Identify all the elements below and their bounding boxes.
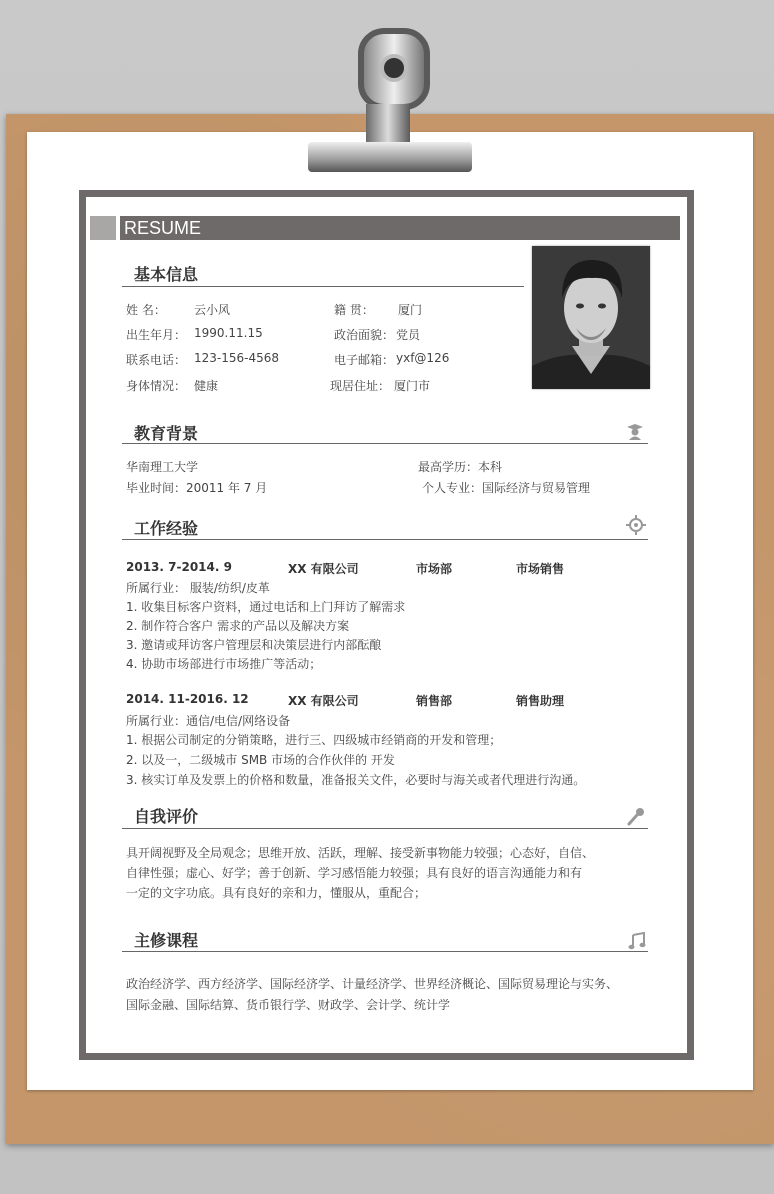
basic-info-divider bbox=[122, 286, 524, 287]
email-label: 电子邮箱： bbox=[334, 353, 395, 367]
email-value: yxf@126 bbox=[396, 351, 450, 365]
address-label: 现居住址： bbox=[330, 379, 391, 393]
self-eval-line-1: 具开阔视野及全局观念；思维开放、活跃，理解、接受新事物能力较强；心态好，自信、 bbox=[126, 846, 595, 860]
binder-clip bbox=[300, 24, 480, 184]
job2-item-2: 2. 以及一，二级城市 SMB 市场的合作伙伴的 开发 bbox=[126, 753, 395, 767]
name-value: 云小风 bbox=[194, 303, 231, 317]
hometown-value: 厦门 bbox=[398, 303, 423, 317]
job1-position: 市场销售 bbox=[516, 562, 565, 576]
phone-label: 联系电话： bbox=[126, 353, 187, 367]
politics-value: 党员 bbox=[396, 328, 421, 342]
clip-plate bbox=[308, 142, 472, 172]
resume-title: RESUME bbox=[120, 216, 680, 240]
school: 华南理工大学 bbox=[126, 460, 199, 474]
address-value: 厦门市 bbox=[394, 379, 431, 393]
health-label: 身体情况： bbox=[126, 379, 187, 393]
job1-industry: 所属行业： 服装/纺织/皮革 bbox=[126, 581, 270, 595]
name-label: 姓 名： bbox=[126, 303, 166, 317]
job2-item-1: 1. 根据公司制定的分销策略，进行三、四级城市经销商的开发和管理； bbox=[126, 733, 502, 747]
major: 个人专业：国际经济与贸易管理 bbox=[422, 481, 591, 495]
job2-industry: 所属行业：通信/电信/网络设备 bbox=[126, 714, 291, 728]
job1-company: XX 有限公司 bbox=[288, 562, 359, 576]
profile-photo bbox=[532, 246, 650, 389]
graduate-icon bbox=[626, 422, 644, 440]
education-title: 教育背景 bbox=[134, 424, 199, 443]
job2-company: XX 有限公司 bbox=[288, 694, 359, 708]
job1-item-3: 3. 邀请或拜访客户管理层和决策层进行内部酝酿 bbox=[126, 638, 382, 652]
graduate-time: 毕业时间：20011 年 7 月 bbox=[126, 481, 268, 495]
courses-title: 主修课程 bbox=[134, 931, 199, 950]
microphone-icon bbox=[626, 806, 644, 824]
basic-info-title: 基本信息 bbox=[134, 265, 199, 284]
birth-label: 出生年月： bbox=[126, 328, 187, 342]
health-value: 健康 bbox=[194, 379, 219, 393]
self-eval-line-2: 自律性强；虚心、好学；善于创新、学习感悟能力较强；具有良好的语言沟通能力和有 bbox=[126, 866, 583, 880]
job1-dept: 市场部 bbox=[416, 562, 453, 576]
job2-period: 2014. 11-2016. 12 bbox=[126, 692, 249, 706]
target-icon bbox=[626, 515, 644, 533]
self-eval-divider bbox=[122, 828, 648, 829]
job2-item-3: 3. 核实订单及发票上的价格和数量，准备报关文件，必要时与海关或者代理进行沟通。 bbox=[126, 773, 586, 787]
job2-dept: 销售部 bbox=[416, 694, 453, 708]
job1-item-4: 4. 协助市场部进行市场推广等活动； bbox=[126, 657, 322, 671]
job2-position: 销售助理 bbox=[516, 694, 565, 708]
politics-label: 政治面貌： bbox=[334, 328, 395, 342]
work-title: 工作经验 bbox=[134, 519, 199, 538]
hometown-label: 籍 贯： bbox=[334, 303, 374, 317]
clip-ring bbox=[358, 28, 430, 110]
self-eval-title: 自我评价 bbox=[134, 807, 199, 826]
music-note-icon bbox=[628, 932, 646, 950]
work-divider bbox=[122, 539, 648, 540]
phone-value: 123-156-4568 bbox=[194, 351, 280, 365]
courses-line-1: 政治经济学、西方经济学、国际经济学、计量经济学、世界经济概论、国际贸易理论与实务、 bbox=[126, 977, 619, 991]
job1-item-2: 2. 制作符合客户 需求的产品以及解决方案 bbox=[126, 619, 350, 633]
education-divider bbox=[122, 443, 648, 444]
courses-divider bbox=[122, 951, 648, 952]
self-eval-line-3: 一定的文字功底。具有良好的亲和力，懂服从，重配合； bbox=[126, 886, 427, 900]
degree: 最高学历：本科 bbox=[418, 460, 503, 474]
birth-value: 1990.11.15 bbox=[194, 326, 263, 340]
job1-period: 2013. 7-2014. 9 bbox=[126, 560, 232, 574]
courses-line-2: 国际金融、国际结算、货币银行学、财政学、会计学、统计学 bbox=[126, 998, 451, 1012]
header-square bbox=[90, 216, 116, 240]
job1-item-1: 1. 收集目标客户资料，通过电话和上门拜访了解需求 bbox=[126, 600, 406, 614]
